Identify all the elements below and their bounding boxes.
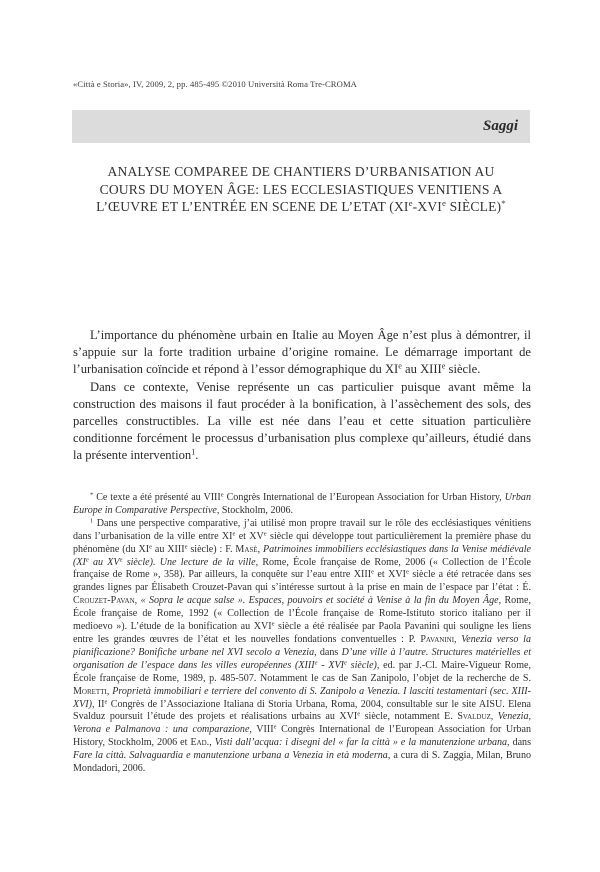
article-title [72, 163, 530, 216]
article-body [73, 327, 531, 465]
title-footnote-mark: * [501, 198, 506, 209]
footnotes [73, 492, 531, 776]
body-paragraph-2: Dans ce contexte, Venise représente un cas particulier puisque avant même la construction des maisons il faut procéder à la bonification, à l’assèchement des sols, des parcelles constructibles. La ville est née dans l’eau et cette situation particulière conditionne forcément le processus d’urbanisation plus complexe qu’ailleurs, étudié dans la présente intervention$^1$. [73, 379, 531, 463]
title-line-2: COURS DU MOYEN ÂGE: LES ECCLESIASTIQUES VENITIENS A [99, 181, 503, 197]
footnote-ref-1: 1 [191, 447, 196, 457]
title-line-3: L’ŒUVRE ET L’ENTRÉE EN SCENE DE L’ETAT (XIe-XVIe SIÈCLE)* [96, 198, 506, 214]
section-label: Saggi [482, 118, 518, 134]
section-band [72, 110, 530, 143]
journal-citation-header: «Città e Storia», IV, 2009, 2, pp. 485-495 ©2010 Università Roma Tre-CROMA [73, 79, 357, 89]
footnote-1: $^1$ Dans une perspective comparative, j’ai utilisé mon propre travail sur le rôle des ecclésiastiques vénitiens dans l’urbanisation de la ville entre XIe et XVe siècle qui développe tout particulièrement la première phase du phénomène (du XIe au XIIIe siècle) : F. Masè, Patrimoines immobiliers ecclésiastiques dans la Venise médiévale (XIe au XVe siècle). Une lecture de la ville, Rome, École française de Rome, 2006 (« Collection de l’École française de Rome », 358). Par ailleurs, la conquête sur l’eau entre XIIIe et XVIe siècle a été retracée dans ses grandes lignes par Élisabeth Crouzet-Pavan qui s’intéresse surtout à la prise en main de l’espace par l’état : É. Crouzet-Pavan, « Sopra le acque salse ». Espaces, pouvoirs et société à Venise à la fin du Moyen Âge, Rome, École française de Rome, 1992 (« Collection de l’École française de Rome-Istituto storico italiano per il medioevo »). L’étude de la bonification au XVIe siècle a été réalisée par Paola Pavanini qui souligne les liens entre les grandes œuvres de l’état et les nouvelles fondations conventuelles : P. Pavanini, Venezia verso la pianificazione? Bonifiche urbane nel XVI secolo a Venezia, dans D’une ville à l’autre. Structures matérielles et organisation de l’espace dans les villes européennes (XIIIe - XVIe siècle), ed. par J.-Cl. Maire-Vigueur Rome, École française de Rome, 1989, p. 485-507. Notamment le cas de San Zanipolo, l’objet de la recherche de S. Moretti, Proprietà immobiliari e terriere del convento di S. Zanipolo a Venezia. I lasciti testamentari (sec. XIII-XVI), IIe Congrès de l’Associazione Italiana di Storia Urbana, Roma, 2004, consultable sur le site AISU. Elena Svalduz poursuit l’étude des projets et réalisations urbains au XVIe siècle, notamment E. Svalduz, Venezia, Verona e Palmanova : una comparazione, VIIIe Congrès International de l’European Association for Urban History, Stockholm, 2006 et Ead., Visti dall’acqua: i disegni del « far la città » e la manutenzione urbana, dans Fare la città. Salvaguardia e manutenzione urbana a Venezia in età moderna, a cura di S. Zaggia, Milan, Bruno Mondadori, 2006. [73, 517, 532, 775]
footnote-star: * Ce texte a été présenté au VIIIe Congrès International de l’European Association for Urban History, Urban Europe in Comparative Perspective, Stockholm, 2006. [73, 491, 531, 516]
body-paragraph-1: L’importance du phénomène urbain en Italie au Moyen Âge n’est plus à démontrer, il s’appuie sur la forte tradition urbaine d’origine romaine. Le démarrage important de l’urbanisation coïncide et répond à l’essor démographique du XIe au XIIIe siècle. [73, 328, 531, 377]
title-line-1: ANALYSE COMPAREE DE CHANTIERS D’URBANISATION AU [107, 164, 495, 179]
